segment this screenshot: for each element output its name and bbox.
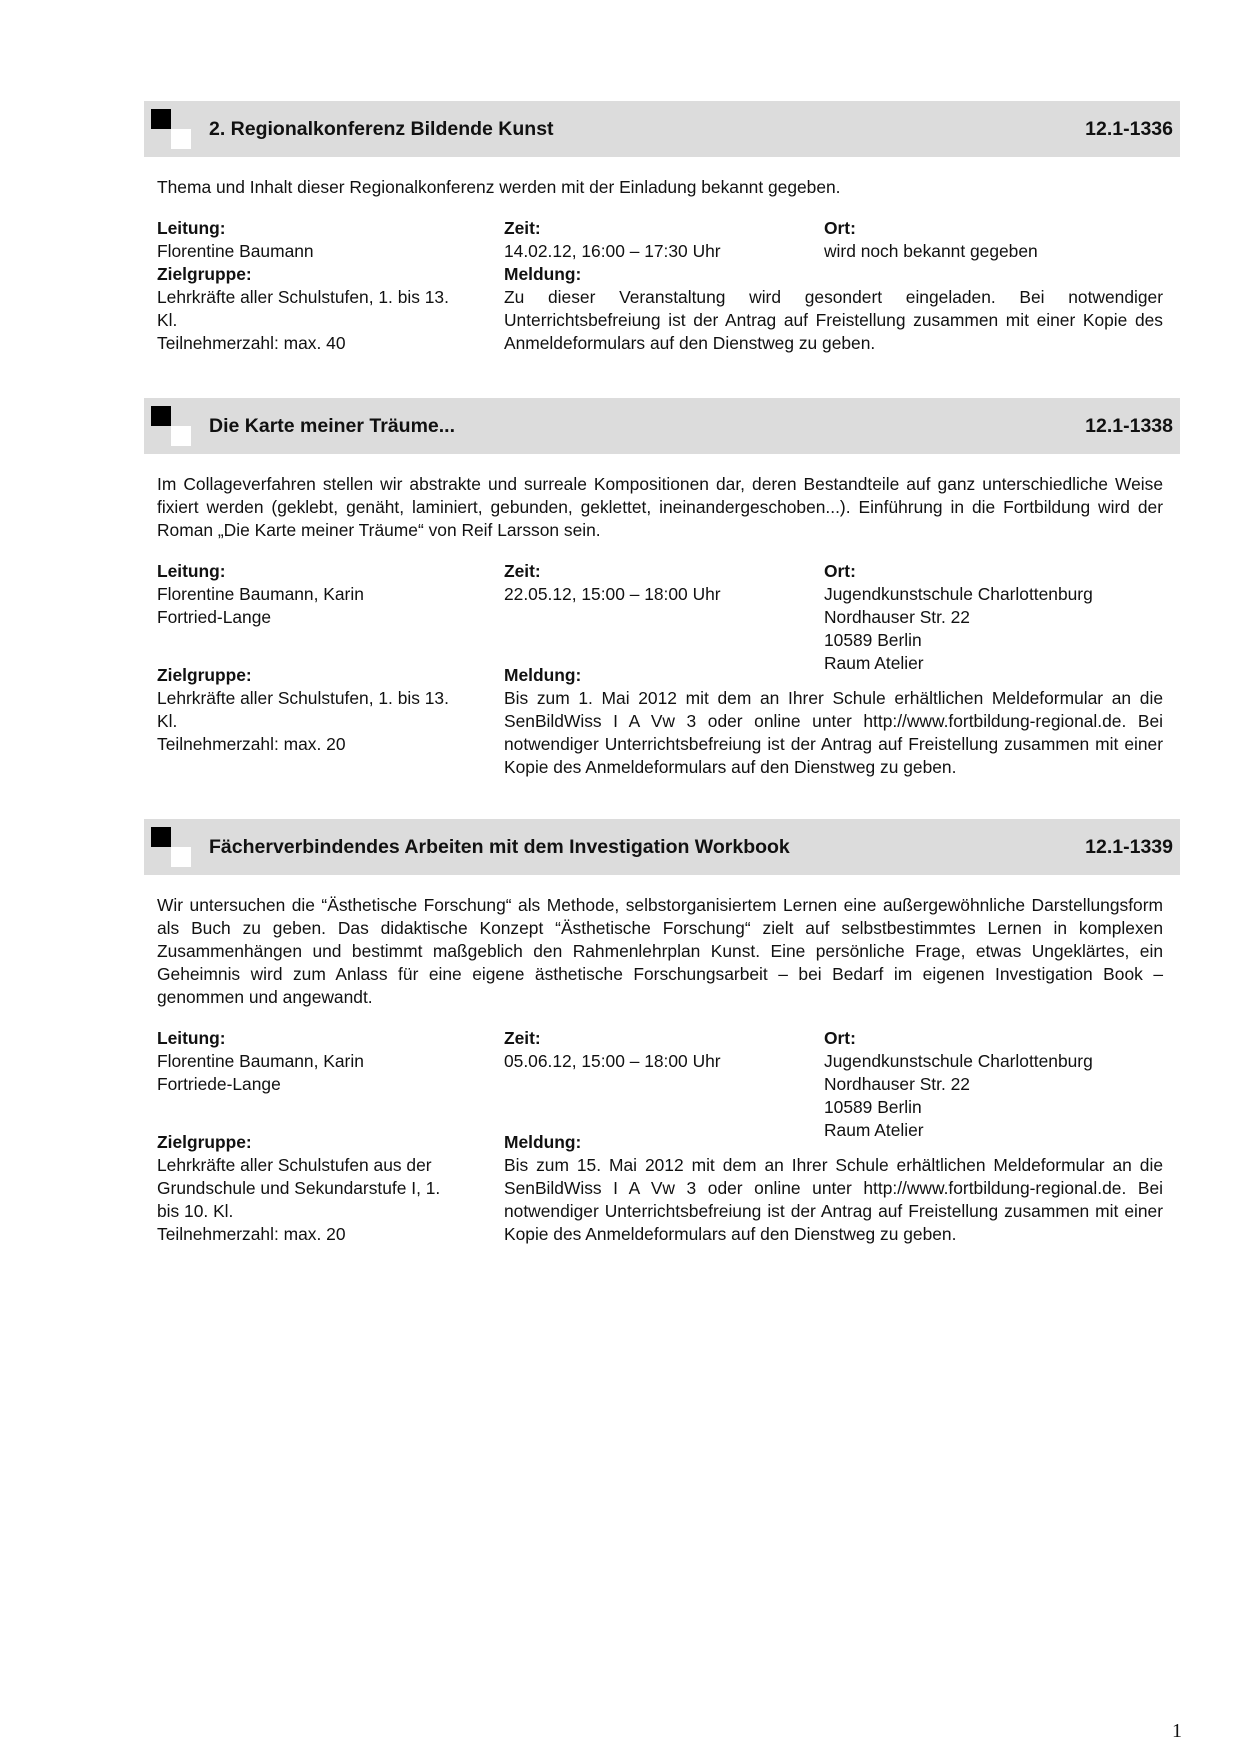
course-12-1-1339 (144, 819, 1180, 1257)
course-title: Die Karte meiner Träume... (209, 415, 456, 437)
ort-line: 10589 Berlin (824, 1097, 922, 1117)
zeit-label: Zeit: (504, 1028, 541, 1048)
zielgruppe-label: Zielgruppe: (157, 665, 252, 685)
ort-line: Nordhauser Str. 22 (824, 607, 970, 627)
section-marker-icon (151, 827, 171, 847)
section-marker-icon (151, 406, 171, 426)
ort-line: 10589 Berlin (824, 630, 922, 650)
ort-label: Ort: (824, 561, 856, 581)
section-marker-icon (151, 109, 171, 129)
zielgruppe-line: Grundschule und Sekundarstufe I, 1. (157, 1178, 441, 1198)
leitung-line: Florentine Baumann (157, 241, 314, 261)
course-details (157, 1027, 1180, 1257)
zielgruppe-line: Kl. (157, 711, 178, 731)
meldung-text: Bis zum 15. Mai 2012 mit dem an Ihrer Schule erhältlichen Meldeformular an die SenBildWiss I A Vw 3 oder online unter http://www.fortbildung-regional.de. Bei notwendiger Unterrichtsbefreiung ist der Antrag auf Freistellung zusammen mit einer Kopie des Anmeldeformulars auf den Dienstweg zu geben. (504, 1155, 1163, 1244)
meldung-text: Bis zum 1. Mai 2012 mit dem an Ihrer Schule erhältlichen Meldeformular an die SenBildWiss I A Vw 3 oder online unter http://www.fortbildung-regional.de. Bei notwendiger Unterrichtsbefreiung ist der Antrag auf Freistellung zusammen mit einer Kopie des Anmeldeformulars auf den Dienstweg zu geben. (504, 688, 1163, 777)
leitung-line: Florentine Baumann, Karin (157, 584, 364, 604)
zielgruppe-line: Kl. (157, 310, 178, 330)
ort-block (824, 560, 1164, 675)
leitung-label: Leitung: (157, 561, 226, 581)
page-number: 1 (1172, 1720, 1182, 1742)
course-description: Thema und Inhalt dieser Regionalkonferenz werden mit der Einladung bekannt gegeben. (157, 177, 841, 197)
meldung-label: Meldung: (504, 665, 582, 685)
course-title: 2. Regionalkonferenz Bildende Kunst (209, 118, 554, 140)
meldung-block (504, 1131, 1163, 1246)
zielgruppe-block (157, 664, 477, 756)
section-marker-notch (171, 426, 191, 446)
meldung-label: Meldung: (504, 1132, 582, 1152)
course-title: Fächerverbindendes Arbeiten mit dem Investigation Workbook (209, 836, 790, 858)
zielgruppe-line: Lehrkräfte aller Schulstufen, 1. bis 13. (157, 287, 449, 307)
course-details (157, 217, 1180, 355)
course-12-1-1336 (144, 101, 1180, 355)
ort-label: Ort: (824, 1028, 856, 1048)
course-details (157, 560, 1180, 790)
zielgruppe-block (157, 1131, 477, 1246)
zielgruppe-label: Zielgruppe: (157, 1132, 252, 1152)
ort-line: Jugendkunstschule Charlottenburg (824, 584, 1093, 604)
zielgruppe-line: Lehrkräfte aller Schulstufen, 1. bis 13. (157, 688, 449, 708)
zielgruppe-line: Lehrkräfte aller Schulstufen aus der (157, 1155, 432, 1175)
zeit-value: 05.06.12, 15:00 – 18:00 Uhr (504, 1051, 721, 1071)
ort-line: Raum Atelier (824, 653, 924, 673)
course-code: 12.1-1338 (1085, 415, 1173, 437)
ort-line: wird noch bekannt gegeben (824, 241, 1038, 261)
zielgruppe-line: bis 10. Kl. (157, 1201, 234, 1221)
course-header (144, 819, 1180, 875)
course-description: Wir untersuchen die “Ästhetische Forschung“ als Methode, selbstorganisiertem Lernen eine außergewöhnliche Darstellungsform als Buch zu geben. Das didaktische Konzept “Ästhetische Forschung“ zielt auf selbstbestimmtes Lernen in komplexen Zusammenhängen und bestimmt maßgeblich den Rahmenlehrplan Kunst. Eine persönliche Frage, etwas Ungeklärtes, ein Geheimnis wird zum Anlass für eine eigene ästhetische Forschungsarbeit – bei Bedarf im eigenen Investigation Book – genommen und angewandt. (157, 895, 1163, 1007)
course-header (144, 398, 1180, 454)
zielgruppe-line: Teilnehmerzahl: max. 20 (157, 734, 346, 754)
ort-block (824, 1027, 1164, 1142)
zeit-value: 22.05.12, 15:00 – 18:00 Uhr (504, 584, 721, 604)
leitung-block (157, 217, 477, 263)
meldung-label: Meldung: (504, 264, 582, 284)
zeit-label: Zeit: (504, 218, 541, 238)
leitung-line: Fortried-Lange (157, 607, 272, 627)
zielgruppe-block (157, 263, 477, 355)
zeit-block (504, 1027, 804, 1073)
course-code: 12.1-1339 (1085, 836, 1173, 858)
meldung-block (504, 664, 1163, 779)
meldung-block (504, 263, 1163, 355)
section-marker-notch (171, 129, 191, 149)
meldung-text: Zu dieser Veranstaltung wird gesondert eingeladen. Bei notwendiger Unterrichtsbefreiung ist der Antrag auf Freistellung zusammen mit einer Kopie des Anmeldeformulars auf den Dienstweg zu geben. (504, 287, 1163, 353)
zeit-value: 14.02.12, 16:00 – 17:30 Uhr (504, 241, 721, 261)
section-marker-notch (171, 847, 191, 867)
leitung-block (157, 1027, 477, 1096)
ort-line: Nordhauser Str. 22 (824, 1074, 970, 1094)
ort-label: Ort: (824, 218, 856, 238)
leitung-label: Leitung: (157, 1028, 226, 1048)
zielgruppe-label: Zielgruppe: (157, 264, 252, 284)
leitung-line: Florentine Baumann, Karin (157, 1051, 364, 1071)
zeit-block (504, 217, 804, 263)
course-code: 12.1-1336 (1085, 118, 1173, 140)
course-description: Im Collageverfahren stellen wir abstrakte und surreale Kompositionen dar, deren Bestandteile auf ganz unterschiedliche Weise fixiert werden (geklebt, genäht, laminiert, gebunden, geklettet, ineinandergeschoben...). Einführung in die Fortbildung wird der Roman „Die Karte meiner Träume“ von Reif Larsson sein. (157, 474, 1163, 540)
zielgruppe-line: Teilnehmerzahl: max. 20 (157, 1224, 346, 1244)
zielgruppe-line: Teilnehmerzahl: max. 40 (157, 333, 346, 353)
ort-line: Jugendkunstschule Charlottenburg (824, 1051, 1093, 1071)
leitung-block (157, 560, 477, 629)
ort-block (824, 217, 1164, 263)
course-12-1-1338 (144, 398, 1180, 790)
leitung-line: Fortriede-Lange (157, 1074, 281, 1094)
leitung-label: Leitung: (157, 218, 226, 238)
zeit-block (504, 560, 804, 606)
course-header (144, 101, 1180, 157)
zeit-label: Zeit: (504, 561, 541, 581)
ort-line: Raum Atelier (824, 1120, 924, 1140)
